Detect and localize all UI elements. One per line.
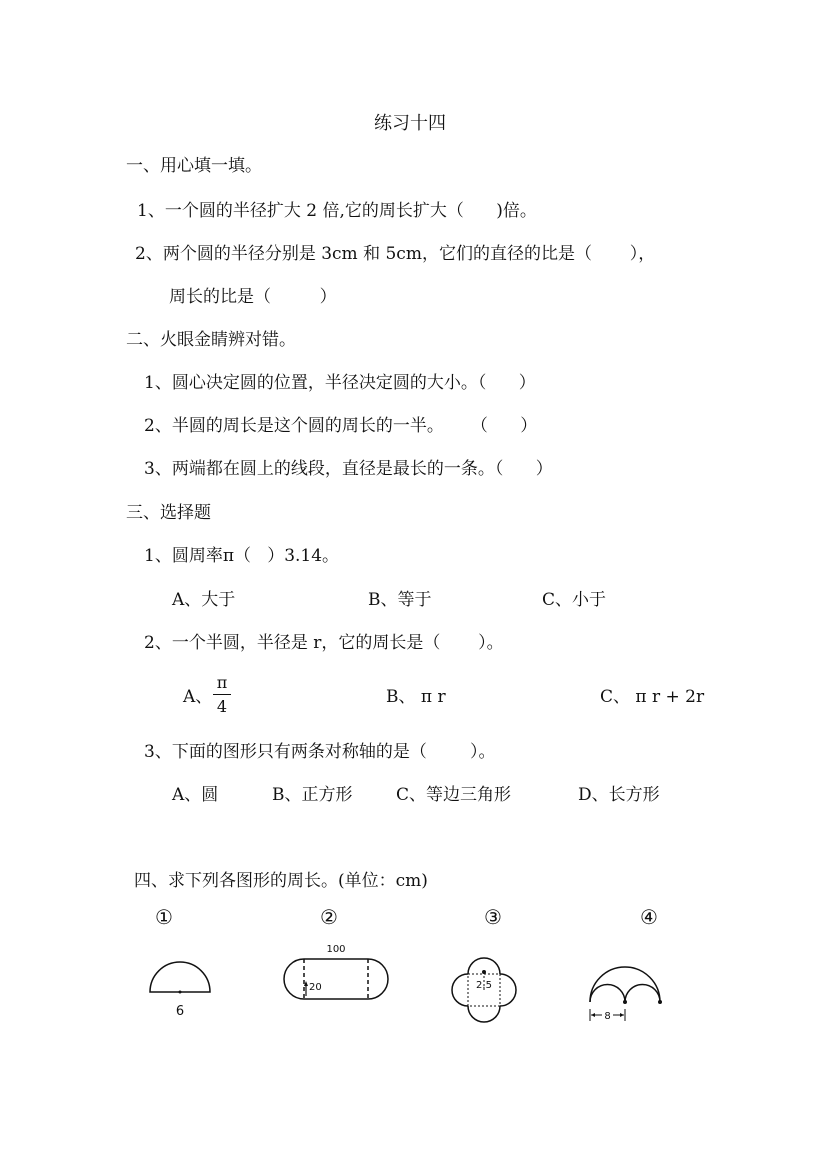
section-1-heading: 一、用心填一填。 bbox=[126, 156, 262, 176]
question-3-3: 3、下面的图形只有两条对称轴的是（ ）。 bbox=[144, 742, 496, 762]
question-2-3: 3、两端都在圆上的线段，直径是最长的一条。（ ） bbox=[144, 459, 553, 479]
figure-2-track bbox=[280, 938, 400, 1008]
question-3-2-option-a-prefix: A、 bbox=[183, 687, 213, 707]
figure-4-label: ④ bbox=[640, 905, 658, 929]
question-3-2-option-a-fraction bbox=[210, 673, 234, 716]
question-3-1: 1、圆周率π（ ）3.14。 bbox=[144, 546, 340, 566]
question-3-3-option-b: B、正方形 bbox=[272, 785, 353, 805]
question-1-2: 2、两个圆的半径分别是 3cm 和 5cm，它们的直径的比是（ ）， bbox=[135, 244, 656, 264]
question-3-3-option-a: A、圆 bbox=[172, 785, 219, 805]
figure-3-label: ③ bbox=[484, 905, 502, 929]
question-3-3-option-d: D、长方形 bbox=[578, 785, 660, 805]
fraction-numerator: π bbox=[216, 673, 228, 692]
figure-4-diameter-label: 8 bbox=[604, 1011, 611, 1022]
figure-4-semicircles bbox=[580, 945, 680, 1035]
question-3-2: 2、一个半圆，半径是 r，它的周长是（ ）。 bbox=[144, 633, 504, 653]
figure-3-square-with-semicircles bbox=[445, 945, 525, 1045]
section-4-heading: 四、求下列各图形的周长。(单位：cm) bbox=[134, 871, 428, 891]
question-3-1-option-c: C、小于 bbox=[542, 590, 607, 610]
fraction-bar bbox=[213, 694, 231, 695]
figure-1-diameter-label: 6 bbox=[175, 1004, 185, 1019]
figure-2-label: ② bbox=[320, 905, 338, 929]
question-3-1-option-a: A、大于 bbox=[172, 590, 236, 610]
question-3-1-option-b: B、等于 bbox=[368, 590, 432, 610]
figure-2-length-label: 100 bbox=[326, 944, 346, 955]
question-3-3-option-c: C、等边三角形 bbox=[396, 785, 512, 805]
figure-1-semicircle bbox=[140, 945, 220, 1025]
question-1-2-continued: 周长的比是（ ） bbox=[169, 287, 337, 307]
section-2-heading: 二、火眼金睛辨对错。 bbox=[126, 330, 296, 350]
fraction-denominator: 4 bbox=[216, 697, 228, 716]
figure-2-width-label: 20 bbox=[309, 982, 322, 993]
question-3-2-option-b: B、 π r bbox=[386, 687, 446, 707]
question-3-2-option-c: C、 π r + 2r bbox=[600, 687, 705, 707]
figure-3-radius-label: 2.5 bbox=[476, 980, 492, 991]
question-2-1: 1、圆心决定圆的位置，半径决定圆的大小。（ ） bbox=[144, 373, 536, 393]
question-1-1: 1、一个圆的半径扩大 2 倍,它的周长扩大（ )倍。 bbox=[137, 201, 537, 221]
page-title: 练习十四 bbox=[374, 113, 446, 134]
figure-1-label: ① bbox=[155, 905, 173, 929]
section-3-heading: 三、选择题 bbox=[126, 503, 211, 523]
question-2-2: 2、半圆的周长是这个圆的周长的一半。 （ ） bbox=[144, 416, 538, 436]
